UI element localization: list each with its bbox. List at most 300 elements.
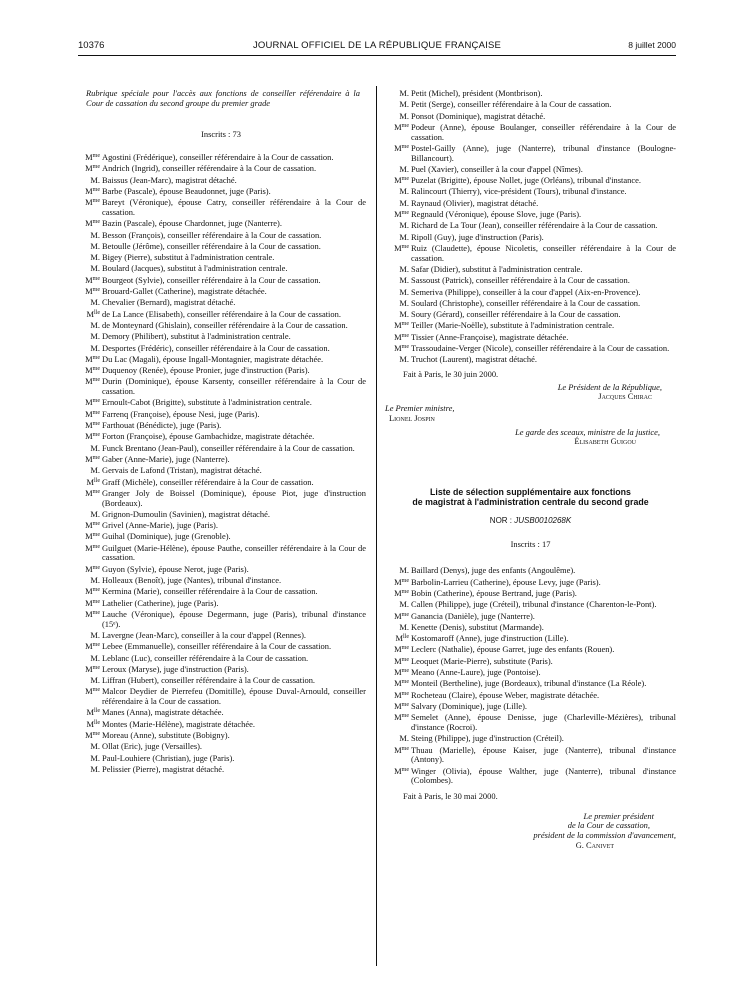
entry-text: Regnauld (Véronique), épouse Slove, juge (Paris). (411, 209, 582, 220)
entry-text: Du Lac (Magali), épouse Ingall-Montagnier, magistrate détachée. (102, 353, 324, 364)
civility: $M^{me}$ (394, 765, 409, 776)
nor-reference (385, 516, 676, 526)
civility: $M^{me}$ (394, 175, 409, 186)
right-column (385, 89, 676, 850)
list-item (385, 100, 676, 110)
civility: M. (399, 297, 409, 308)
list-item (76, 510, 366, 520)
entry-text: Thuau (Marielle), épouse Kaiser, juge (Nanterre), tribunal d'instance (Antony). (411, 744, 676, 765)
entry-text: Richard de La Tour (Jean), conseiller référendaire à la Cour de cassation. (411, 220, 658, 231)
list-item (385, 310, 676, 320)
entry-text: Baissus (Jean-Marc), magistrat détaché. (102, 174, 237, 185)
civility: $M^{me}$ (85, 453, 100, 464)
list-item (385, 746, 676, 765)
civility: M. (90, 763, 100, 774)
signature-president-title: Le Président de la République, (557, 381, 662, 392)
civility: $M^{lle}$ (86, 718, 100, 729)
entry-text: Funck Brentano (Jean-Paul), conseiller référendaire à la Cour de cassation. (102, 442, 355, 453)
civility: $M^{me}$ (85, 152, 100, 163)
civility: $M^{me}$ (85, 353, 100, 364)
section2-title (385, 487, 676, 508)
entry-text: Winger (Olivia), épouse Walther, juge (Nanterre), tribunal d'instance (Colombes). (411, 765, 676, 786)
entry-text: Ripoll (Guy), juge d'instruction (Paris). (411, 231, 544, 242)
civility: $M^{me}$ (394, 343, 409, 354)
list-item (76, 521, 366, 531)
entry-text: Demory (Philibert), substitut à l'administration centrale. (102, 331, 291, 342)
entry-text: Puel (Xavier), conseiller à la cour d'appel (Nîmes). (411, 163, 583, 174)
list-item (385, 668, 676, 678)
civility: $M^{me}$ (394, 142, 409, 153)
entry-text: Ruiz (Claudette), épouse Nicoletis, conseiller référendaire à la Cour de cassation. (411, 242, 676, 263)
civility: $M^{me}$ (85, 542, 100, 553)
list-item (76, 466, 366, 476)
entry-text: Guihal (Dominique), juge (Grenoble). (102, 531, 231, 542)
entry-text: Lavergne (Jean-Marc), conseiller à la cour d'appel (Rennes). (102, 629, 307, 640)
civility: $M^{me}$ (85, 597, 100, 608)
list-item (76, 276, 366, 286)
entry-text: Bourgeot (Sylvie), conseiller référendaire à la Cour de cassation. (102, 274, 321, 285)
list-item (76, 478, 366, 488)
list-item (76, 731, 366, 741)
entry-text: Soury (Gérard), conseiller référendaire à la Cour de cassation. (411, 309, 621, 320)
entry-text: Monteil (Bertheline), juge (Bordeaux), tribunal d'instance (La Réole). (411, 678, 647, 689)
list-item (76, 754, 366, 764)
entry-text: Barbe (Pascale), épouse Beaudonnet, juge (Paris). (102, 186, 271, 196)
entry-text: Kermina (Marie), conseiller référendaire à la Cour de cassation. (102, 586, 318, 597)
civility: $M^{me}$ (394, 121, 409, 132)
entry-text: Guyon (Sylvie), épouse Nerot, juge (Paris). (102, 563, 249, 574)
signature-garde-title: Le garde des sceaux, ministre de la justice, (515, 426, 660, 437)
entry-text: Sassoust (Patrick), conseiller référendaire à la Cour de cassation. (411, 275, 630, 286)
entry-text: Gervais de Lafond (Tristan), magistrat détaché. (102, 465, 262, 476)
entry-text: Andrich (Ingrid), conseiller référendaire à la Cour de cassation. (102, 163, 317, 174)
civility: M. (399, 286, 409, 297)
entry-text: Puzelat (Brigitte), épouse Nollet, juge (Orléans), tribunal d'instance. (411, 175, 641, 186)
entry-text: Barbolin-Larrieu (Catherine), épouse Levy, juge (Paris). (411, 576, 601, 587)
list-item (76, 432, 366, 442)
entry-text: Kostomaroff (Anne), juge d'instruction (Lille). (411, 633, 569, 644)
list-item (385, 233, 676, 243)
list-item (76, 742, 366, 752)
entry-text: Truchot (Laurent), magistrat détaché. (411, 354, 537, 365)
list-item (76, 765, 366, 775)
civility: M. (399, 110, 409, 121)
nor-code: JUSB0010268K (514, 515, 572, 525)
entry-text: Moreau (Anne), substitute (Bobigny). (102, 729, 230, 740)
entry-text: Farrenq (Françoise), épouse Nesi, juge (Paris). (102, 408, 260, 419)
entry-text: de Monteynard (Ghislain), conseiller référendaire à la Cour de cassation. (102, 319, 348, 330)
left-column (76, 89, 366, 776)
entry-text: Semeriva (Philippe), conseiller à la cour d'appel (Aix-en-Provence). (411, 286, 641, 297)
entry-text: Lathelier (Catherine), juge (Paris). (102, 597, 219, 608)
entry-text: de La Lance (Elisabeth), conseiller référendaire à la Cour de cassation. (102, 308, 341, 319)
list-item (76, 708, 366, 718)
list-item (385, 578, 676, 588)
list-item (76, 676, 366, 686)
entry-text: Steing (Philippe), juge d'instruction (Créteil). (411, 733, 564, 744)
list-item (76, 398, 366, 408)
entry-text: Ganancia (Danièle), juge (Nanterre). (411, 610, 535, 621)
list-item (76, 544, 366, 563)
civility: $M^{me}$ (394, 667, 409, 678)
entry-text: Chevalier (Bernard), magistrat détaché. (102, 297, 236, 308)
list-item (76, 355, 366, 365)
civility: $M^{me}$ (394, 209, 409, 220)
signature-garde-des-sceaux (385, 428, 676, 447)
civility: M. (90, 240, 100, 251)
entry-text: Semelet (Anne), épouse Denisse, juge (Charleville-Mézières), tribunal d'instance (Rocroi). (411, 712, 676, 732)
list-item (385, 187, 676, 197)
civility: M. (90, 675, 100, 686)
civility: M. (399, 220, 409, 231)
sig2-name: G. Canivet (575, 839, 614, 850)
header-rule (78, 55, 676, 56)
civility: $M^{lle}$ (86, 308, 100, 319)
list-item (76, 720, 366, 730)
entry-text: Brouard-Gallet (Catherine), magistrate détachée. (102, 286, 267, 297)
list-item (76, 421, 366, 431)
list-item (76, 665, 366, 675)
civility: M. (90, 174, 100, 185)
sig2-line1: Le premier président (583, 810, 654, 821)
civility: $M^{me}$ (85, 408, 100, 419)
entry-text: Ollat (Eric), juge (Versailles). (102, 741, 203, 752)
civility: $M^{me}$ (394, 689, 409, 700)
entry-text: Pelissier (Pierre), magistrat détaché. (102, 763, 225, 774)
column-divider (376, 86, 377, 966)
journal-title: JOURNAL OFFICIEL DE LA RÉPUBLIQUE FRANÇAISE (252, 40, 502, 51)
signature-president (385, 383, 676, 402)
list-item (76, 153, 366, 163)
civility: $M^{me}$ (394, 655, 409, 666)
list-item (385, 566, 676, 576)
sig2-line2: de la Cour de cassation, (567, 820, 650, 831)
civility: $M^{lle}$ (395, 633, 409, 644)
page-number: 10376 (78, 40, 105, 51)
entry-text: Gaber (Anne-Marie), juge (Nanterre). (102, 453, 230, 464)
list-item (76, 264, 366, 274)
signature-garde-name: Élisabeth Guigou (574, 436, 636, 447)
civility: M. (90, 465, 100, 476)
entry-text: Montes (Marie-Hélène), magistrate détachée. (102, 718, 255, 729)
inscrits-count-2: Inscrits : 17 (510, 538, 551, 549)
civility: $M^{me}$ (85, 729, 100, 740)
civility: M. (399, 733, 409, 744)
list-item (76, 253, 366, 263)
list-item (76, 219, 366, 229)
civility: M. (90, 652, 100, 663)
civility: $M^{me}$ (85, 663, 100, 674)
entry-text: Leblanc (Luc), conseiller référendaire à la Cour de cassation. (102, 652, 309, 663)
list-item (76, 164, 366, 174)
civility: M. (399, 565, 409, 576)
entry-text: Manes (Anna), magistrate détachée. (102, 707, 224, 718)
civility: $M^{me}$ (85, 376, 100, 387)
entry-text: Farthouat (Bénédicte), juge (Paris). (102, 420, 222, 431)
civility: $M^{me}$ (394, 587, 409, 598)
civility: $M^{me}$ (394, 712, 409, 723)
entry-text: Ponsot (Dominique), magistrat détaché. (411, 110, 546, 121)
list-item (385, 210, 676, 220)
civility: M. (399, 197, 409, 208)
signature-pm-name: Lionel Jospin (389, 412, 435, 423)
list-item (385, 276, 676, 286)
list-item (76, 366, 366, 376)
civility: $M^{me}$ (85, 520, 100, 531)
civility: M. (90, 263, 100, 274)
list-item (385, 299, 676, 309)
list-item (385, 144, 676, 163)
entry-text: Leroux (Maryse), juge d'instruction (Paris). (102, 663, 249, 674)
civility: $M^{me}$ (85, 397, 100, 408)
civility: M. (399, 186, 409, 197)
entry-text: Agostini (Frédérique), conseiller référendaire à la Cour de cassation. (102, 152, 334, 163)
entry-text: Trassoudaine-Verger (Nicole), conseiller référendaire à la Cour de cassation. (411, 343, 670, 354)
entry-text: Guilguet (Marie-Hélène), épouse Pauthe, conseiller référendaire à la Cour de cassation. (102, 542, 366, 563)
civility: M. (90, 331, 100, 342)
sig2-line3: président de la commission d'avancement, (533, 830, 676, 841)
entry-text: Paul-Louhiere (Christian), juge (Paris). (102, 752, 235, 763)
entry-text: Postel-Gailly (Anne), juge (Nanterre), tribunal d'instance (Boulogne-Billancourt). (411, 142, 676, 163)
list-item (385, 691, 676, 701)
civility: $M^{me}$ (394, 744, 409, 755)
list-item (76, 410, 366, 420)
entry-text: Ralincourt (Thierry), vice-président (Tours), tribunal d'instance. (411, 186, 627, 197)
list-item (76, 332, 366, 342)
civility: M. (90, 442, 100, 453)
entry-text: Duquenoy (Renée), épouse Pronier, juge d'instruction (Paris). (102, 365, 310, 376)
entry-text: Ernoult-Cabot (Brigitte), substitute à l'administration centrale. (102, 397, 312, 408)
civility: $M^{me}$ (85, 186, 100, 196)
list-item (76, 654, 366, 664)
civility: $M^{me}$ (85, 531, 100, 542)
civility: $M^{lle}$ (86, 476, 100, 487)
civility: M. (399, 231, 409, 242)
fait-date: Fait à Paris, le 30 juin 2000. (403, 369, 499, 380)
civility: $M^{me}$ (85, 218, 100, 229)
civility: $M^{lle}$ (86, 707, 100, 718)
civility: $M^{me}$ (394, 644, 409, 655)
list-item (76, 642, 366, 652)
entry-text: Raynaud (Olivier), magistrat détaché. (411, 197, 539, 208)
list-item (385, 734, 676, 744)
list-item (385, 165, 676, 175)
list-item (385, 589, 676, 599)
civility: $M^{me}$ (394, 331, 409, 342)
civility: $M^{me}$ (85, 197, 100, 208)
list-item (76, 610, 366, 629)
civility: $M^{me}$ (85, 365, 100, 376)
civility: M. (399, 621, 409, 632)
list-item (76, 321, 366, 331)
signature-prime-minister (385, 404, 676, 423)
civility: M. (90, 741, 100, 752)
entry-text: Leclerc (Nathalie), épouse Garret, juge des enfants (Rouen). (411, 644, 615, 655)
entry-text: Safar (Didier), substitut à l'administration centrale. (411, 263, 583, 274)
entry-text: Lebee (Emmanuelle), conseiller référendaire à la Cour de cassation. (102, 641, 332, 652)
list-item (76, 599, 366, 609)
entry-text: Tissier (Anne-Françoise), magistrate détachée. (411, 331, 569, 342)
civility: M. (90, 319, 100, 330)
entry-text: Teiller (Marie-Noëlle), substitute à l'administration centrale. (411, 320, 615, 331)
entry-text: Betoulle (Jérôme), conseiller référendaire à la Cour de cassation. (102, 240, 321, 251)
civility: M. (399, 309, 409, 320)
nor-label: NOR : (489, 515, 513, 525)
civility: $M^{me}$ (394, 678, 409, 689)
civility: $M^{me}$ (85, 608, 100, 619)
list-item (76, 298, 366, 308)
civility: $M^{me}$ (394, 700, 409, 711)
list-item (76, 631, 366, 641)
entry-text: Callen (Philippe), juge (Créteil), tribunal d'instance (Charenton-le-Pont). (411, 599, 657, 610)
list-item (385, 600, 676, 610)
list-item (76, 532, 366, 542)
civility: $M^{me}$ (85, 586, 100, 597)
list-item (385, 321, 676, 331)
list-item (385, 221, 676, 231)
list-item (76, 489, 366, 508)
entry-text: Petit (Serge), conseiller référendaire à la Cour de cassation. (411, 99, 612, 110)
list-item (76, 242, 366, 252)
list-item (76, 455, 366, 465)
entry-text: Boulard (Jacques), substitut à l'administration centrale. (102, 263, 288, 274)
inscrits-count: Inscrits : 73 (201, 129, 241, 140)
civility: M. (90, 297, 100, 308)
civility: M. (399, 88, 409, 98)
list-item (385, 265, 676, 275)
entry-text: Forton (Françoise), épouse Gambachidze, magistrate détachée. (102, 431, 315, 442)
civility: M. (399, 99, 409, 110)
civility: M. (90, 575, 100, 586)
entry-text: Granger Joly de Boissel (Dominique), épouse Piot, juge d'instruction (Bordeaux). (102, 487, 366, 508)
issue-date: 8 juillet 2000 (628, 40, 676, 50)
list-item (385, 89, 676, 99)
entry-text: Bobin (Catherine), épouse Bertrand, juge (Paris). (411, 587, 577, 598)
list-item (385, 679, 676, 689)
list-item (385, 199, 676, 209)
entry-text: Bazin (Pascale), épouse Chardonnet, juge (Nanterre). (102, 218, 282, 229)
selection-list (385, 566, 676, 786)
list-item (76, 444, 366, 454)
entry-text: Petit (Michel), président (Montbrison). (411, 88, 543, 98)
fait-date-2: Fait à Paris, le 30 mai 2000. (403, 790, 498, 801)
entry-text: Graff (Michèle), conseiller référendaire à la Cour de cassation. (102, 476, 314, 487)
civility: M. (399, 599, 409, 610)
civility: M. (90, 252, 100, 263)
signature-pm-title: Le Premier ministre, (385, 403, 455, 414)
list-item (385, 112, 676, 122)
list-item (76, 687, 366, 706)
civility: M. (90, 229, 100, 240)
list-item (385, 634, 676, 644)
civility: M. (399, 163, 409, 174)
civility: M. (90, 629, 100, 640)
entry-text: Durin (Dominique), épouse Karsenty, conseiller référendaire à la Cour de cassation. (102, 376, 366, 397)
civility: $M^{me}$ (394, 610, 409, 621)
civility: $M^{me}$ (85, 563, 100, 574)
list-continuation (385, 89, 676, 365)
list-item (385, 645, 676, 655)
list-item (385, 702, 676, 712)
list-item (76, 187, 366, 197)
entry-text: Holleaux (Benoît), juge (Nantes), tribunal d'instance. (102, 575, 282, 586)
civility: M. (90, 508, 100, 519)
list-item (385, 244, 676, 263)
list-item (76, 176, 366, 186)
signature-president-name: Jacques Chirac (598, 391, 652, 402)
list-item (385, 123, 676, 142)
civility: $M^{me}$ (85, 163, 100, 174)
entry-text: Soulard (Christophe), conseiller référendaire à la Cour de cassation. (411, 297, 641, 308)
entry-text: Desportes (Frédéric), conseiller référendaire à la Cour de cassation. (102, 342, 330, 353)
civility: $M^{me}$ (85, 487, 100, 498)
entry-text: Baillard (Denys), juge des enfants (Angoulême). (411, 565, 576, 576)
entry-text: Salvary (Dominique), juge (Lille). (411, 700, 527, 711)
list-item (385, 612, 676, 622)
civility: $M^{me}$ (394, 320, 409, 331)
list-item (385, 623, 676, 633)
entry-text: Bigey (Pierre), substitut à l'administration centrale. (102, 252, 275, 263)
list-item (385, 657, 676, 667)
entry-text: Liffran (Hubert), conseiller référendaire à la Cour de cassation. (102, 675, 316, 686)
section2-title-line2: de magistrat à l'administration centrale du second grade (412, 497, 649, 508)
list-item (76, 198, 366, 217)
entry-text: Rocheteau (Claire), épouse Weber, magistrate détachée. (411, 689, 600, 700)
civility: $M^{me}$ (85, 431, 100, 442)
list-item (385, 355, 676, 365)
civility: $M^{me}$ (85, 686, 100, 697)
entry-text: Grivel (Anne-Marie), juge (Paris). (102, 520, 218, 531)
entry-text: Bareyt (Véronique), épouse Catry, conseiller référendaire à la Cour de cassation. (102, 197, 366, 217)
list-item (76, 310, 366, 320)
entry-text: Grignon-Dumoulin (Savinien), magistrat détaché. (102, 508, 271, 519)
civility: M. (90, 342, 100, 353)
civility: M. (90, 752, 100, 763)
entry-text: Meano (Anne-Laure), juge (Pontoise). (411, 667, 541, 678)
entry-text: Podeur (Anne), épouse Boulanger, conseiller référendaire à la Cour de cassation. (411, 121, 676, 142)
civility: $M^{me}$ (394, 576, 409, 587)
civility: $M^{me}$ (85, 420, 100, 431)
entry-text: Malcor Deydier de Pierrefeu (Domitille), épouse Duval-Arnould, conseiller référendaire à la Cour de cassation. (102, 686, 366, 707)
entry-text: Kenette (Denis), substitut (Marmande). (411, 621, 544, 632)
entry-text: Leoquet (Marie-Pierre), substitute (Paris). (411, 655, 553, 666)
rubrique-heading: Rubrique spéciale pour l'accès aux fonctions de conseiller référendaire à la Cour de cassation du second groupe du premier grade (86, 88, 360, 108)
list-item (385, 713, 676, 732)
signature-premier-president (385, 812, 676, 851)
civility: $M^{me}$ (85, 641, 100, 652)
list-item (76, 287, 366, 297)
list-item (76, 377, 366, 396)
list-item (385, 176, 676, 186)
list-item (385, 344, 676, 354)
civility: M. (399, 263, 409, 274)
section2-title-line1: Liste de sélection supplémentaire aux fonctions (430, 486, 631, 497)
list-item (385, 288, 676, 298)
civility: M. (399, 275, 409, 286)
entry-text: Lauche (Véronique), épouse Degermann, juge (Paris), tribunal d'instance (15ᵉ). (102, 608, 366, 629)
list-item (76, 344, 366, 354)
entry-text: Besson (François), conseiller référendaire à la Cour de cassation. (102, 229, 322, 240)
list-item (76, 231, 366, 241)
list-item (76, 576, 366, 586)
civility: $M^{me}$ (394, 242, 409, 253)
civility: M. (399, 354, 409, 365)
civility: $M^{me}$ (85, 274, 100, 285)
list-item (76, 587, 366, 597)
page-header (78, 40, 676, 54)
list-item (385, 767, 676, 786)
list-item (385, 333, 676, 343)
